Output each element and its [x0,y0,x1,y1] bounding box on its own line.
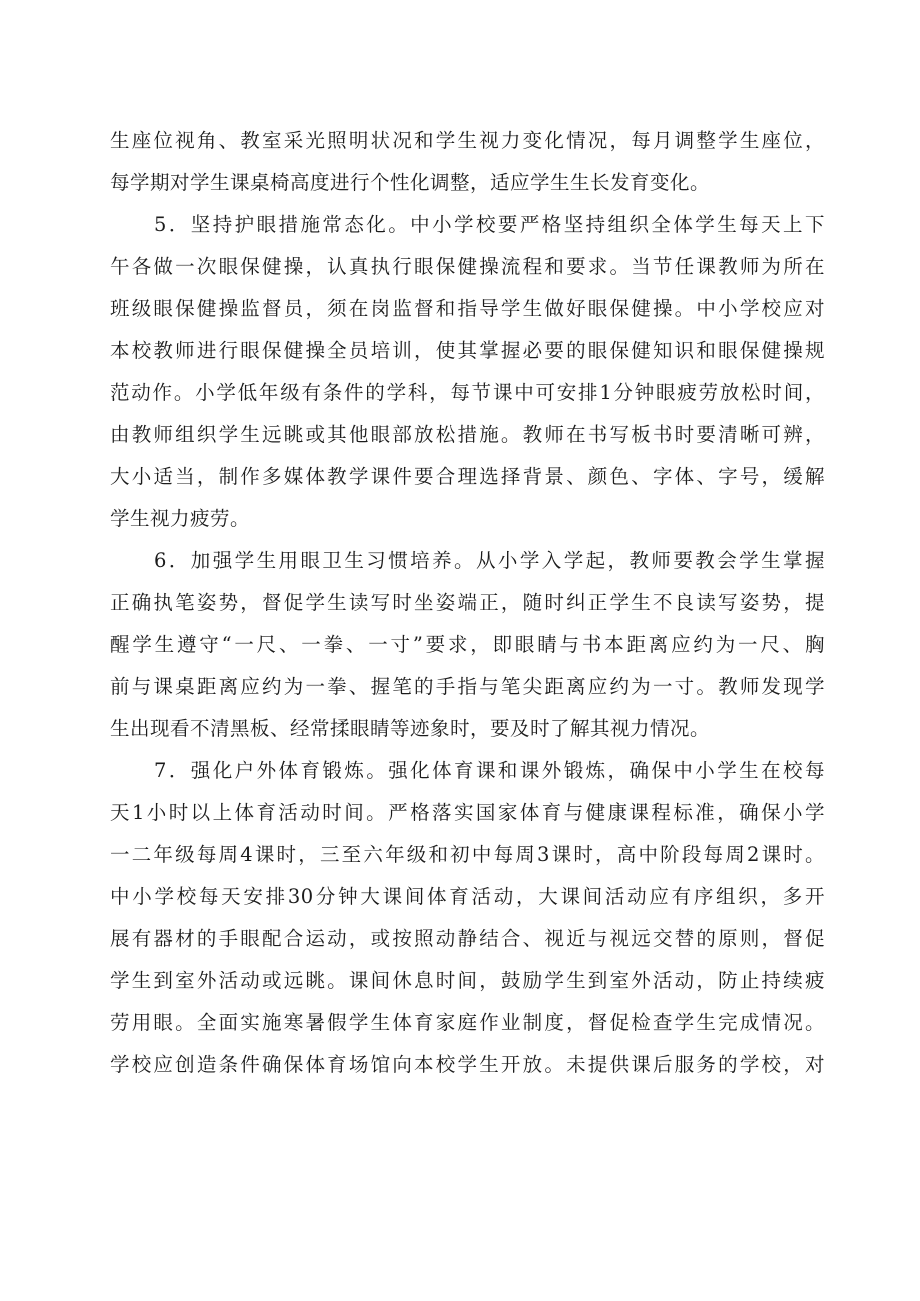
paragraph-5-line: 5．坚持护眼措施常态化。中小学校要严格坚持组织全体学生每天上下 [154,213,825,236]
text-line: 学校应创造条件确保体育场馆向本校学生开放。未提供课后服务的学校，对 [110,1053,825,1076]
document-body [110,120,825,1086]
text-line: 正确执笔姿势，督促学生读写时坐姿端正，随时纠正学生不良读写姿势，提 [110,591,825,614]
text-line: 大小适当，制作多媒体教学课件要合理选择背景、颜色、字体、字号，缓解 [110,465,825,488]
text-line: 午各做一次眼保健操，认真执行眼保健操流程和要求。当节任课教师为所在 [110,255,825,278]
text-line: 天1小时以上体育活动时间。严格落实国家体育与健康课程标准，确保小学 [110,801,825,824]
text-line: 一二年级每周4课时，三至六年级和初中每周3课时，高中阶段每周2课时。 [110,843,825,866]
paragraph-7-line: 7．强化户外体育锻炼。强化体育课和课外锻炼，确保中小学生在校每 [154,759,825,782]
text-line: 前与课桌距离应约为一拳、握笔的手指与笔尖距离应约为一寸。教师发现学 [110,675,825,698]
text-line: 由教师组织学生远眺或其他眼部放松措施。教师在书写板书时要清晰可辨， [110,423,825,446]
text-line: 学生视力疲劳。 [110,507,251,530]
text-line: 生出现看不清黑板、经常揉眼睛等迹象时，要及时了解其视力情况。 [110,717,711,740]
text-line: 生座位视角、教室采光照明状况和学生视力变化情况，每月调整学生座位， [110,129,825,152]
text-line: 劳用眼。全面实施寒暑假学生体育家庭作业制度，督促检查学生完成情况。 [110,1011,825,1034]
text-line: 本校教师进行眼保健操全员培训，使其掌握必要的眼保健知识和眼保健操规 [110,339,825,362]
text-line: 醒学生遵守“一尺、一拳、一寸”要求，即眼睛与书本距离应约为一尺、胸 [110,633,825,656]
paragraph-6-line: 6．加强学生用眼卫生习惯培养。从小学入学起，教师要教会学生掌握 [154,549,825,572]
text-line: 学生到室外活动或远眺。课间休息时间，鼓励学生到室外活动，防止持续疲 [110,969,825,992]
text-line: 班级眼保健操监督员，须在岗监督和指导学生做好眼保健操。中小学校应对 [110,297,825,320]
text-line: 范动作。小学低年级有条件的学科，每节课中可安排1分钟眼疲劳放松时间， [110,381,825,404]
text-line: 展有器材的手眼配合运动，或按照动静结合、视近与视远交替的原则，督促 [110,927,825,950]
text-line: 每学期对学生课桌椅高度进行个性化调整，适应学生生长发育变化。 [110,171,711,194]
text-line: 中小学校每天安排30分钟大课间体育活动，大课间活动应有序组织，多开 [110,885,825,908]
